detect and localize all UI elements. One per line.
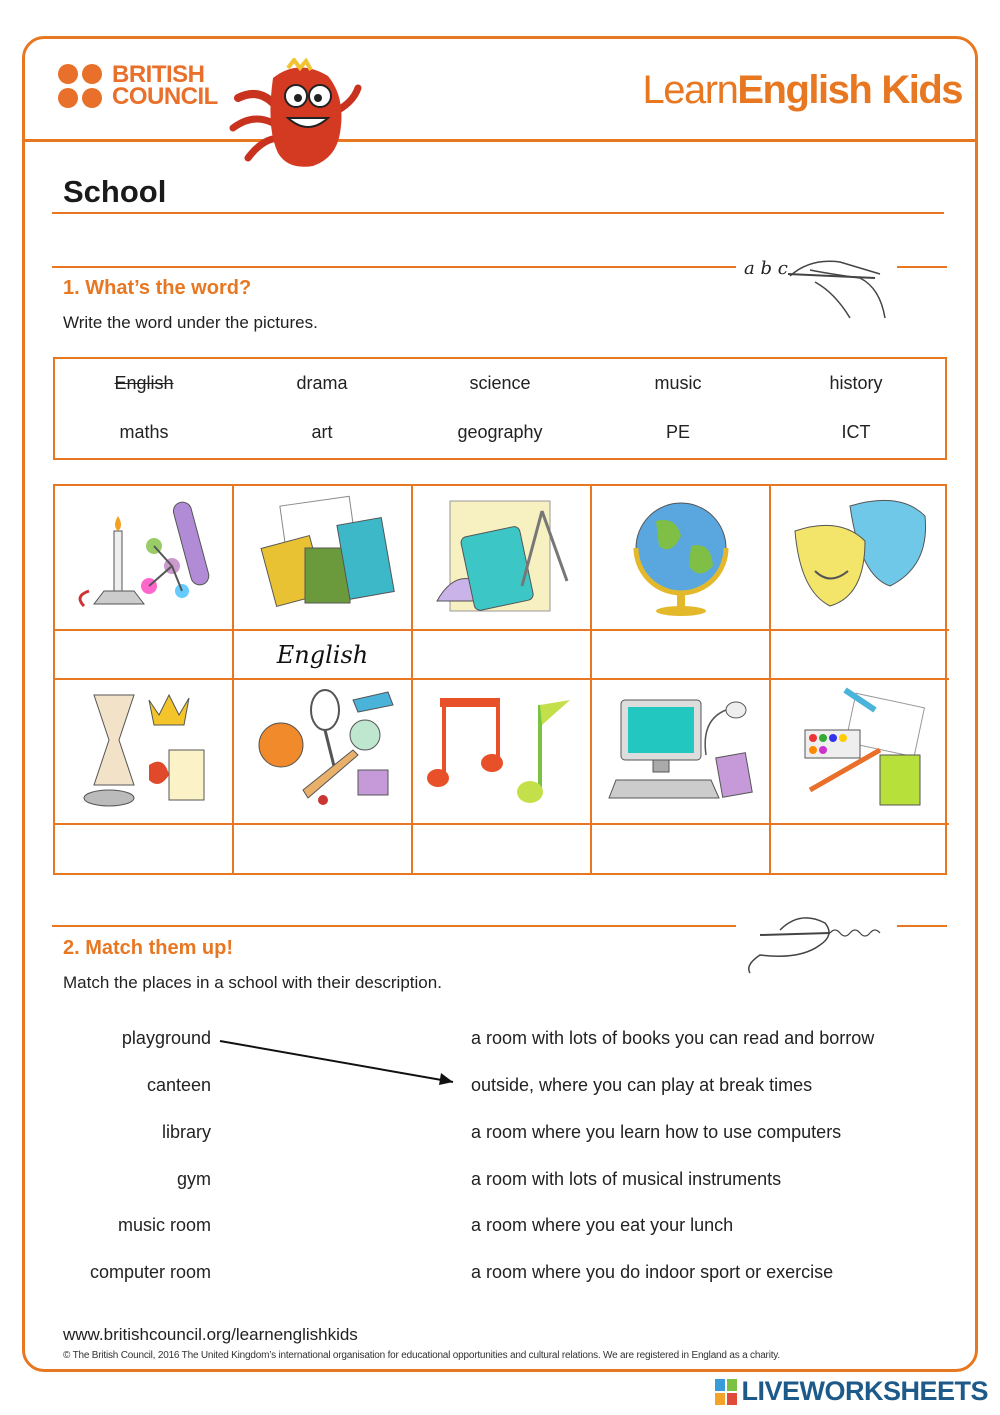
picture-cell (413, 680, 592, 825)
answer-cell[interactable] (234, 825, 413, 873)
example-answer[interactable]: English (234, 631, 413, 680)
british-council-dots-icon (58, 64, 102, 108)
word-bank (53, 357, 947, 460)
place-music-room[interactable]: music room (117, 1215, 211, 1235)
footer-copyright: © The British Council, 2016 The United Kingdom’s international organisation for educational opportunities and cultural relations. We are registered in England as a charity. (63, 1350, 780, 1361)
picture-cell (234, 486, 413, 631)
maths-tools-icon (422, 486, 582, 626)
section2-divider-right (897, 925, 947, 927)
word-science: science (469, 373, 531, 393)
section2-divider (52, 925, 736, 927)
hand-label: a b c (744, 258, 788, 279)
place-computer-room[interactable]: computer room (89, 1262, 211, 1282)
writing-hand-squiggle-icon (740, 905, 890, 975)
word-pe: PE (665, 422, 690, 442)
word-ict: ICT (841, 422, 871, 442)
history-objects-icon (64, 680, 224, 820)
word-music: music (654, 373, 702, 393)
footer-url[interactable]: www.britishcouncil.org/learnenglishkids (63, 1325, 358, 1344)
science-lab-icon (64, 486, 224, 626)
picture-cell (234, 680, 413, 825)
british-council-logo (58, 61, 218, 110)
word-art: art (311, 422, 333, 442)
answer-cell[interactable] (55, 631, 234, 680)
answer-cell[interactable] (413, 631, 592, 680)
sports-equipment-icon (243, 680, 403, 820)
word-bank-row-1 (55, 373, 945, 394)
learnenglish-kids-logo (643, 68, 962, 113)
section1-title: 1. What’s the word? (63, 277, 252, 299)
answer-cell[interactable] (592, 631, 771, 680)
logo-english: English (737, 68, 872, 112)
word-geography: geography (457, 422, 543, 442)
liveworksheets-watermark (715, 1376, 988, 1407)
picture-cell (592, 486, 771, 631)
place-playground[interactable]: playground (121, 1028, 211, 1048)
answer-cell[interactable] (55, 825, 234, 873)
monster-mascot-icon (228, 58, 368, 178)
place-gym[interactable]: gym (176, 1169, 211, 1189)
logo-learn: Learn (642, 68, 738, 112)
header-divider (25, 139, 975, 142)
picture-cell (55, 486, 234, 631)
description-1[interactable]: a room with lots of books you can read and borrow (471, 1028, 875, 1048)
section1-divider-right (897, 266, 947, 268)
liveworksheets-icon (715, 1379, 737, 1405)
word-bank-row-2 (55, 422, 945, 443)
drama-masks-icon (780, 486, 940, 626)
writing-hand-abc (740, 248, 890, 333)
word-maths: maths (119, 422, 169, 442)
picture-cell (771, 680, 949, 825)
section2-instruction: Match the places in a school with their description. (63, 973, 442, 992)
section1-divider (52, 266, 736, 268)
books-icon (243, 486, 403, 626)
answer-cell[interactable] (413, 825, 592, 873)
logo-line-2: COUNCIL (112, 83, 218, 110)
picture-cell (592, 680, 771, 825)
globe-icon (601, 486, 761, 626)
answer-cell[interactable] (771, 631, 949, 680)
description-2[interactable]: outside, where you can play at break times (471, 1075, 813, 1095)
description-3[interactable]: a room where you learn how to use computers (471, 1122, 842, 1142)
watermark-text: LIVEWORKSHEETS (741, 1376, 988, 1406)
picture-grid (53, 484, 947, 875)
word-drama: drama (296, 373, 348, 393)
computer-icon (601, 680, 761, 820)
logo-line-1: BRITISH (112, 61, 205, 88)
picture-cell (413, 486, 592, 631)
example-match-arrow (215, 1035, 465, 1090)
logo-kids: Kids (881, 68, 962, 112)
art-supplies-icon (780, 680, 940, 820)
page-title: School (63, 174, 167, 209)
word-english: English (114, 373, 174, 393)
title-underline (52, 212, 944, 214)
place-library[interactable]: library (161, 1122, 211, 1142)
picture-cell (55, 680, 234, 825)
description-5[interactable]: a room where you eat your lunch (471, 1215, 734, 1235)
section2-title: 2. Match them up! (63, 937, 234, 959)
section1-instruction: Write the word under the pictures. (63, 313, 318, 332)
word-history: history (829, 373, 883, 393)
answer-cell[interactable] (771, 825, 949, 873)
picture-cell (771, 486, 949, 631)
place-canteen[interactable]: canteen (146, 1075, 211, 1095)
music-notes-icon (422, 680, 582, 820)
description-4[interactable]: a room with lots of musical instruments (471, 1169, 782, 1189)
answer-cell[interactable] (592, 825, 771, 873)
description-6[interactable]: a room where you do indoor sport or exercise (471, 1262, 834, 1282)
